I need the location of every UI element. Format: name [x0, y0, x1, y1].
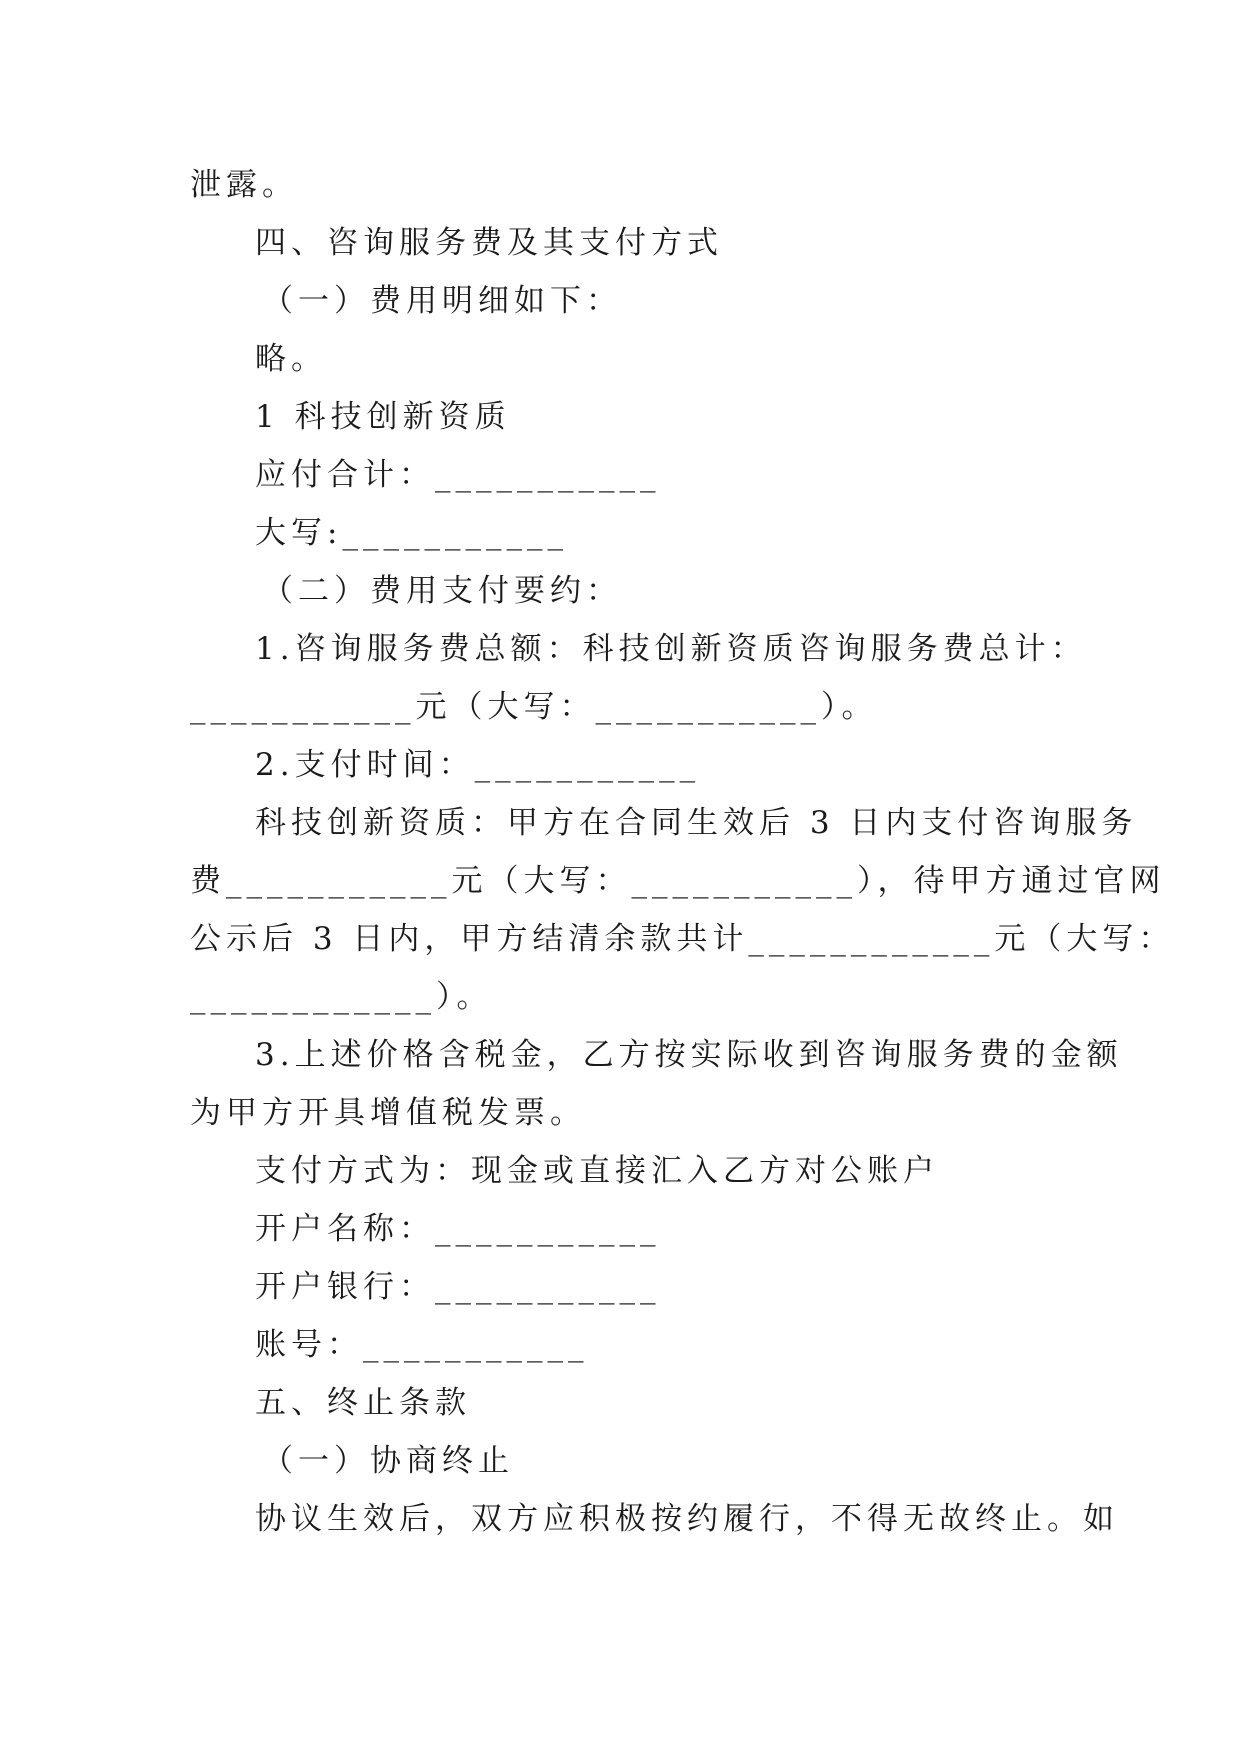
text-line: 1.咨询服务费总额：科技创新资质咨询服务费总计： [255, 631, 1087, 667]
subsection-heading: （二）费用支付要约： [262, 573, 622, 609]
text-line: 协议生效后，双方应积极按约履行，不得无故终止。如 [255, 1501, 1119, 1537]
text-line: 泄露。 [190, 167, 298, 203]
text-line: 账号：___________ [255, 1327, 589, 1363]
text-line: 大写:___________ [255, 515, 568, 551]
text-line: ___________元（大写：___________）。 [190, 689, 878, 725]
subsection-heading: （一）协商终止 [262, 1443, 514, 1479]
text-line: 1 科技创新资质 [255, 399, 511, 435]
text-line: 应付合计：___________ [255, 457, 661, 493]
text-line: 开户名称：___________ [255, 1211, 661, 1247]
text-line: ____________）。 [190, 979, 493, 1015]
section-heading: 四、咨询服务费及其支付方式 [255, 225, 723, 261]
section-heading: 五、终止条款 [255, 1385, 471, 1421]
text-line: 公示后 3 日内，甲方结清余款共计____________元（大写： [190, 921, 1175, 957]
text-line: 费___________元（大写：___________），待甲方通过官网 [190, 863, 1166, 899]
text-line: 支付方式为：现金或直接汇入乙方对公账户 [255, 1153, 939, 1189]
subsection-heading: （一）费用明细如下： [262, 283, 622, 319]
text-line: 为甲方开具增值税发票。 [190, 1095, 586, 1131]
text-line: 略。 [255, 341, 327, 377]
text-line: 开户银行：___________ [255, 1269, 661, 1305]
text-line: 科技创新资质：甲方在合同生效后 3 日内支付咨询服务 [255, 805, 1138, 841]
text-line: 3.上述价格含税金，乙方按实际收到咨询服务费的金额 [255, 1037, 1123, 1073]
text-line: 2.支付时间：___________ [255, 747, 701, 783]
